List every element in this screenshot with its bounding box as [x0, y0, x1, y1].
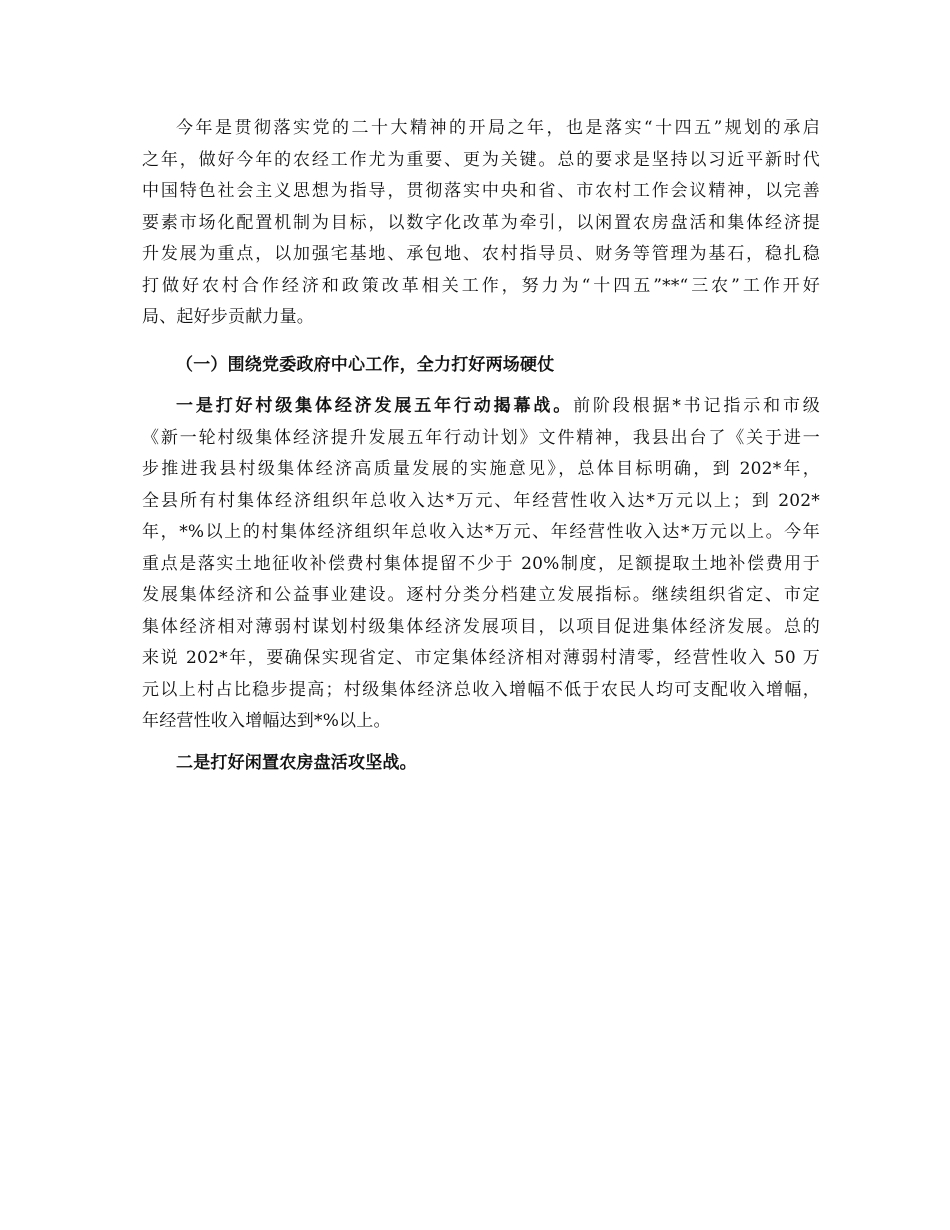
paragraph-line: 《新一轮村级集体经济提升发展五年行动计划》文件精神，我县出台了《关于进一 [142, 427, 820, 448]
paragraph-line: 全县所有村集体经济组织年总收入达*万元、年经营性收入达*万元以上；到 202* [142, 490, 820, 511]
paragraph-line: 今年是贯彻落实党的二十大精神的开局之年，也是落实“十四五”规划的承启 [176, 118, 820, 138]
paragraph-line: 集体经济相对薄弱村谋划村级集体经济发展项目，以项目促进集体经济发展。总的 [142, 616, 820, 637]
item2-lead: 二是打好闲置农房盘活攻坚战。 [176, 752, 417, 773]
paragraph-line: 要素市场化配置机制为目标，以数字化改革为牵引，以闲置农房盘活和集体经济提 [142, 212, 820, 233]
paragraph-line: 之年，做好今年的农经工作尤为重要、更为关键。总的要求是坚持以习近平新时代 [142, 149, 820, 170]
paragraph-line: 重点是落实土地征收补偿费村集体提留不少于 20%制度，足额提取土地补偿费用于 [142, 553, 820, 574]
paragraph-line: 年，*%以上的村集体经济组织年总收入达*万元、年经营性收入达*万元以上。今年 [142, 522, 820, 542]
paragraph-line: 发展集体经济和公益事业建设。逐村分类分档建立发展指标。继续组织省定、市定 [142, 585, 820, 605]
section-heading: （一）围绕党委政府中心工作，全力打好两场硬仗 [176, 354, 555, 375]
paragraph-line [142, 748, 820, 780]
item2-paragraph [142, 748, 820, 780]
paragraph-line: 步推进我县村级集体经济高质量发展的实施意见》，总体目标明确，到 202*年， [142, 459, 820, 479]
item1-lead: 一是打好村级集体经济发展五年行动揭幕战。 [176, 396, 574, 416]
item1-paragraph [142, 391, 820, 738]
paragraph-line: 元以上村占比稳步提高；村级集体经济总收入增幅不低于农民人均可支配收入增幅， [142, 679, 820, 700]
paragraph-line: 中国特色社会主义思想为指导，贯彻落实中央和省、市农村工作会议精神，以完善 [142, 181, 820, 201]
intro-paragraph [142, 113, 820, 334]
paragraph-line: 来说 202*年，要确保实现省定、市定集体经济相对薄弱村清零，经营性收入 50 万 [142, 648, 820, 668]
document-page [142, 113, 820, 779]
paragraph-line: 打做好农村合作经济和政策改革相关工作，努力为“十四五”**“三农”工作开好 [142, 275, 820, 296]
item1-lead-rest: 前阶段根据*书记指示和市级 [573, 396, 820, 416]
paragraph-line: 局、起好步贡献力量。 [142, 307, 314, 327]
paragraph-line [142, 391, 820, 423]
paragraph-line: 升发展为重点，以加强宅基地、承包地、农村指导员、财务等管理为基石，稳扎稳 [142, 244, 820, 264]
paragraph-line: 年经营性收入增幅达到*%以上。 [142, 711, 391, 731]
